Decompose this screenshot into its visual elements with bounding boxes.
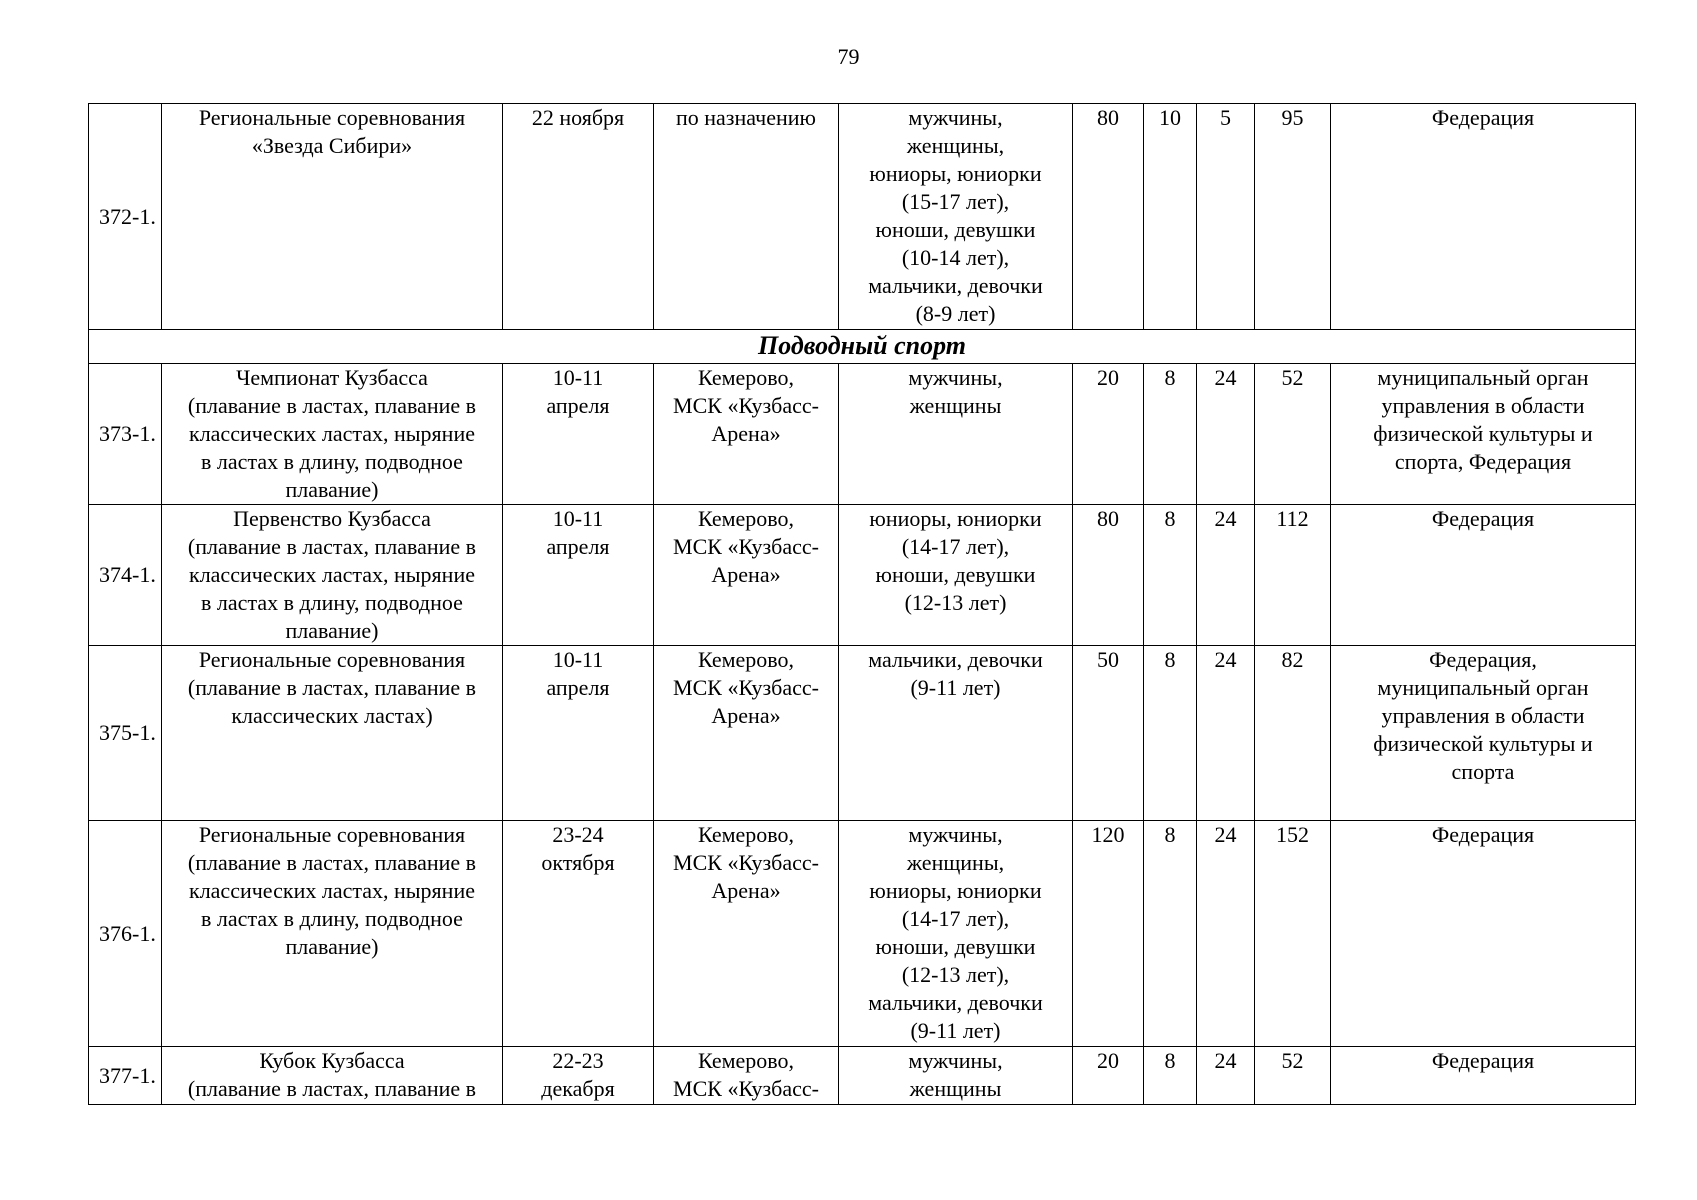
section-row (89, 330, 1636, 364)
event-number: 375-1. (89, 646, 162, 821)
event-date: 10-11 апреля (503, 505, 654, 646)
event-name: Региональные соревнования «Звезда Сибири» (162, 104, 503, 330)
count-3: 24 (1197, 1047, 1255, 1105)
event-place: Кемерово, МСК «Кузбасс- Арена» (654, 646, 839, 821)
count-total: 52 (1255, 1047, 1331, 1105)
event-place: Кемерово, МСК «Кузбасс- Арена» (654, 364, 839, 505)
count-1: 80 (1073, 505, 1144, 646)
count-1: 20 (1073, 1047, 1144, 1105)
count-total: 82 (1255, 646, 1331, 821)
count-3: 24 (1197, 821, 1255, 1047)
event-place: Кемерово, МСК «Кузбасс- (654, 1047, 839, 1105)
table-row (89, 646, 1636, 821)
table-row (89, 1047, 1636, 1105)
count-3: 24 (1197, 646, 1255, 821)
event-name: Региональные соревнования (плавание в ластах, плавание в классических ластах) (162, 646, 503, 821)
event-organizer: Федерация, муниципальный орган управления в области физической культуры и спорта (1331, 646, 1636, 821)
count-total: 152 (1255, 821, 1331, 1047)
event-organizer: Федерация (1331, 1047, 1636, 1105)
table-row (89, 821, 1636, 1047)
table-row (89, 104, 1636, 330)
event-name: Первенство Кузбасса (плавание в ластах, плавание в классических ластах, ныряние в ластах в длину, подводное плавание) (162, 505, 503, 646)
event-organizer: Федерация (1331, 505, 1636, 646)
event-date: 22 ноября (503, 104, 654, 330)
section-title: Подводный спорт (89, 330, 1636, 364)
count-3: 24 (1197, 364, 1255, 505)
table-row (89, 505, 1636, 646)
event-number: 374-1. (89, 505, 162, 646)
count-2: 8 (1144, 646, 1197, 821)
event-participants: мужчины, женщины (839, 1047, 1073, 1105)
event-number: 377-1. (89, 1047, 162, 1105)
count-2: 10 (1144, 104, 1197, 330)
count-1: 120 (1073, 821, 1144, 1047)
count-2: 8 (1144, 1047, 1197, 1105)
count-2: 8 (1144, 821, 1197, 1047)
event-organizer: муниципальный орган управления в области физической культуры и спорта, Федерация (1331, 364, 1636, 505)
count-2: 8 (1144, 505, 1197, 646)
event-participants: мальчики, девочки (9-11 лет) (839, 646, 1073, 821)
event-date: 10-11 апреля (503, 364, 654, 505)
event-date: 22-23 декабря (503, 1047, 654, 1105)
event-name: Чемпионат Кузбасса (плавание в ластах, плавание в классических ластах, ныряние в ластах в длину, подводное плавание) (162, 364, 503, 505)
count-total: 112 (1255, 505, 1331, 646)
count-1: 50 (1073, 646, 1144, 821)
event-place: Кемерово, МСК «Кузбасс- Арена» (654, 821, 839, 1047)
event-number: 373-1. (89, 364, 162, 505)
event-date: 10-11 апреля (503, 646, 654, 821)
events-table (88, 103, 1636, 1105)
event-date: 23-24 октября (503, 821, 654, 1047)
event-place: по назначению (654, 104, 839, 330)
count-total: 95 (1255, 104, 1331, 330)
table-row (89, 364, 1636, 505)
event-number: 372-1. (89, 104, 162, 330)
event-participants: мужчины, женщины, юниоры, юниорки (14-17 лет), юноши, девушки (12-13 лет), мальчики, девочки (9-11 лет) (839, 821, 1073, 1047)
count-1: 20 (1073, 364, 1144, 505)
event-name: Кубок Кузбасса (плавание в ластах, плавание в (162, 1047, 503, 1105)
event-participants: юниоры, юниорки (14-17 лет), юноши, девушки (12-13 лет) (839, 505, 1073, 646)
event-name: Региональные соревнования (плавание в ластах, плавание в классических ластах, ныряние в ластах в длину, подводное плавание) (162, 821, 503, 1047)
count-1: 80 (1073, 104, 1144, 330)
event-organizer: Федерация (1331, 821, 1636, 1047)
event-participants: мужчины, женщины, юниоры, юниорки (15-17 лет), юноши, девушки (10-14 лет), мальчики, девочки (8-9 лет) (839, 104, 1073, 330)
count-3: 24 (1197, 505, 1255, 646)
event-participants: мужчины, женщины (839, 364, 1073, 505)
event-place: Кемерово, МСК «Кузбасс- Арена» (654, 505, 839, 646)
count-total: 52 (1255, 364, 1331, 505)
count-3: 5 (1197, 104, 1255, 330)
event-organizer: Федерация (1331, 104, 1636, 330)
count-2: 8 (1144, 364, 1197, 505)
event-number: 376-1. (89, 821, 162, 1047)
page-number: 79 (837, 44, 860, 69)
